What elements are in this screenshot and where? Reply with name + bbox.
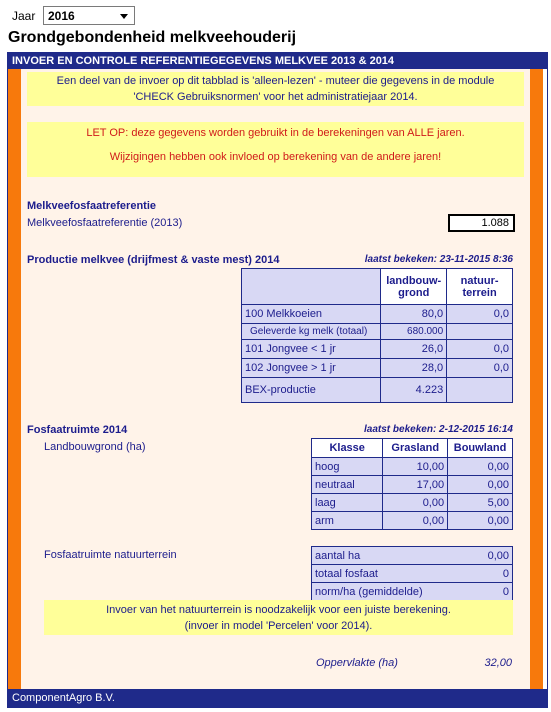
table-row bbox=[242, 378, 513, 403]
table-row bbox=[312, 476, 513, 494]
row-label: 100 Melkkoeien bbox=[242, 305, 381, 324]
row-value-landbouw[interactable]: 28,0 bbox=[381, 359, 447, 378]
row-value-natuur[interactable]: 0,0 bbox=[447, 359, 513, 378]
klasse-cell: laag bbox=[312, 494, 383, 512]
row-label: BEX-productie bbox=[242, 378, 381, 403]
row-value-landbouw: 4.223 bbox=[381, 378, 447, 403]
nature-row-value: 0 bbox=[448, 565, 513, 583]
nature-note-line1: Invoer van het natuurterrein is noodzakelijk voor een juiste berekening. bbox=[106, 604, 451, 616]
info-note bbox=[27, 72, 524, 106]
table-row bbox=[242, 305, 513, 324]
klasse-cell: neutraal bbox=[312, 476, 383, 494]
phosphate-table bbox=[311, 438, 513, 530]
ref-value-input[interactable]: 1.088 bbox=[448, 214, 515, 232]
table-row bbox=[312, 494, 513, 512]
nature-note bbox=[44, 600, 513, 635]
ref-label: Melkveefosfaatreferentie (2013) bbox=[27, 217, 183, 229]
nature-row-value: 0,00 bbox=[448, 547, 513, 565]
phosphate-heading: Fosfaatruimte 2014 bbox=[27, 424, 128, 436]
grasland-cell[interactable]: 17,00 bbox=[383, 476, 448, 494]
landbouwgrond-label: Landbouwgrond (ha) bbox=[44, 441, 146, 453]
grasland-cell[interactable]: 0,00 bbox=[383, 512, 448, 530]
info-note-line2: 'CHECK Gebruiksnormen' voor het administratiejaar 2014. bbox=[133, 91, 418, 103]
nature-row-label: totaal fosfaat bbox=[312, 565, 448, 583]
table-row bbox=[242, 359, 513, 378]
row-label: 102 Jongvee > 1 jr bbox=[242, 359, 381, 378]
col-klasse: Klasse bbox=[312, 439, 383, 458]
col-grasland: Grasland bbox=[383, 439, 448, 458]
col-landbouwgrond: landbouw-grond bbox=[381, 269, 447, 305]
warning-note bbox=[27, 122, 524, 177]
grasland-cell[interactable]: 10,00 bbox=[383, 458, 448, 476]
page-title: Grondgebondenheid melkveehouderij bbox=[8, 29, 297, 46]
table-row bbox=[312, 583, 513, 601]
right-orange-border bbox=[530, 69, 543, 689]
row-value-natuur[interactable]: 0,0 bbox=[447, 305, 513, 324]
nature-note-line2: (invoer in model 'Percelen' voor 2014). bbox=[184, 620, 373, 632]
row-value-natuur[interactable]: 0,0 bbox=[447, 340, 513, 359]
klasse-cell: hoog bbox=[312, 458, 383, 476]
production-last-calc: laatst bekeken: 23-11-2015 8:36 bbox=[364, 254, 513, 265]
nature-row-label: norm/ha (gemiddelde) bbox=[312, 583, 448, 601]
table-row bbox=[242, 340, 513, 359]
production-heading: Productie melkvee (drijfmest & vaste mest) 2014 bbox=[27, 254, 280, 266]
nature-row-label: aantal ha bbox=[312, 547, 448, 565]
production-corner bbox=[242, 269, 381, 305]
row-value-natuur bbox=[447, 378, 513, 403]
table-row bbox=[312, 458, 513, 476]
bouwland-cell[interactable]: 5,00 bbox=[448, 494, 513, 512]
phosphate-last-calc: laatst bekeken: 2-12-2015 16:14 bbox=[364, 424, 513, 435]
col-bouwland: Bouwland bbox=[448, 439, 513, 458]
year-label: Jaar bbox=[12, 9, 36, 23]
col-natuurterrein: natuur-terrein bbox=[447, 269, 513, 305]
year-value: 2016 bbox=[48, 9, 75, 23]
row-value-landbouw[interactable]: 26,0 bbox=[381, 340, 447, 359]
row-label: Geleverde kg melk (totaal) bbox=[242, 324, 381, 340]
row-value-landbouw[interactable]: 80,0 bbox=[381, 305, 447, 324]
grasland-cell[interactable]: 0,00 bbox=[383, 494, 448, 512]
table-row bbox=[312, 512, 513, 530]
nature-table bbox=[311, 546, 513, 601]
year-dropdown[interactable] bbox=[43, 6, 135, 25]
chevron-down-icon bbox=[120, 14, 128, 19]
section-header: INVOER EN CONTROLE REFERENTIEGEGEVENS MELKVEE 2013 & 2014 bbox=[8, 53, 547, 69]
row-label: 101 Jongvee < 1 jr bbox=[242, 340, 381, 359]
info-note-line1: Een deel van de invoer op dit tabblad is 'alleen-lezen' - muteer die gegevens in de module bbox=[56, 75, 495, 87]
bouwland-cell[interactable]: 0,00 bbox=[448, 458, 513, 476]
nature-row-value: 0 bbox=[448, 583, 513, 601]
warning-note-line2: Wijzigingen hebben ook invloed op berekening van de andere jaren! bbox=[109, 151, 442, 163]
area-label: Oppervlakte (ha) bbox=[316, 657, 398, 669]
row-value-landbouw: 680.000 bbox=[381, 324, 447, 340]
area-value: 32,00 bbox=[484, 657, 512, 669]
warning-note-line1: LET OP: deze gegevens worden gebruikt in de berekeningen van ALLE jaren. bbox=[86, 127, 465, 139]
ref-heading: Melkveefosfaatreferentie bbox=[27, 200, 157, 212]
klasse-cell: arm bbox=[312, 512, 383, 530]
table-row bbox=[312, 565, 513, 583]
natuurterrein-label: Fosfaatruimte natuurterrein bbox=[44, 549, 177, 561]
production-table bbox=[241, 268, 513, 403]
left-orange-border bbox=[8, 69, 21, 689]
table-row bbox=[242, 324, 513, 340]
bouwland-cell[interactable]: 0,00 bbox=[448, 476, 513, 494]
row-value-natuur bbox=[447, 324, 513, 340]
bouwland-cell[interactable]: 0,00 bbox=[448, 512, 513, 530]
footer-company: ComponentAgro B.V. bbox=[8, 689, 547, 707]
table-row bbox=[312, 547, 513, 565]
